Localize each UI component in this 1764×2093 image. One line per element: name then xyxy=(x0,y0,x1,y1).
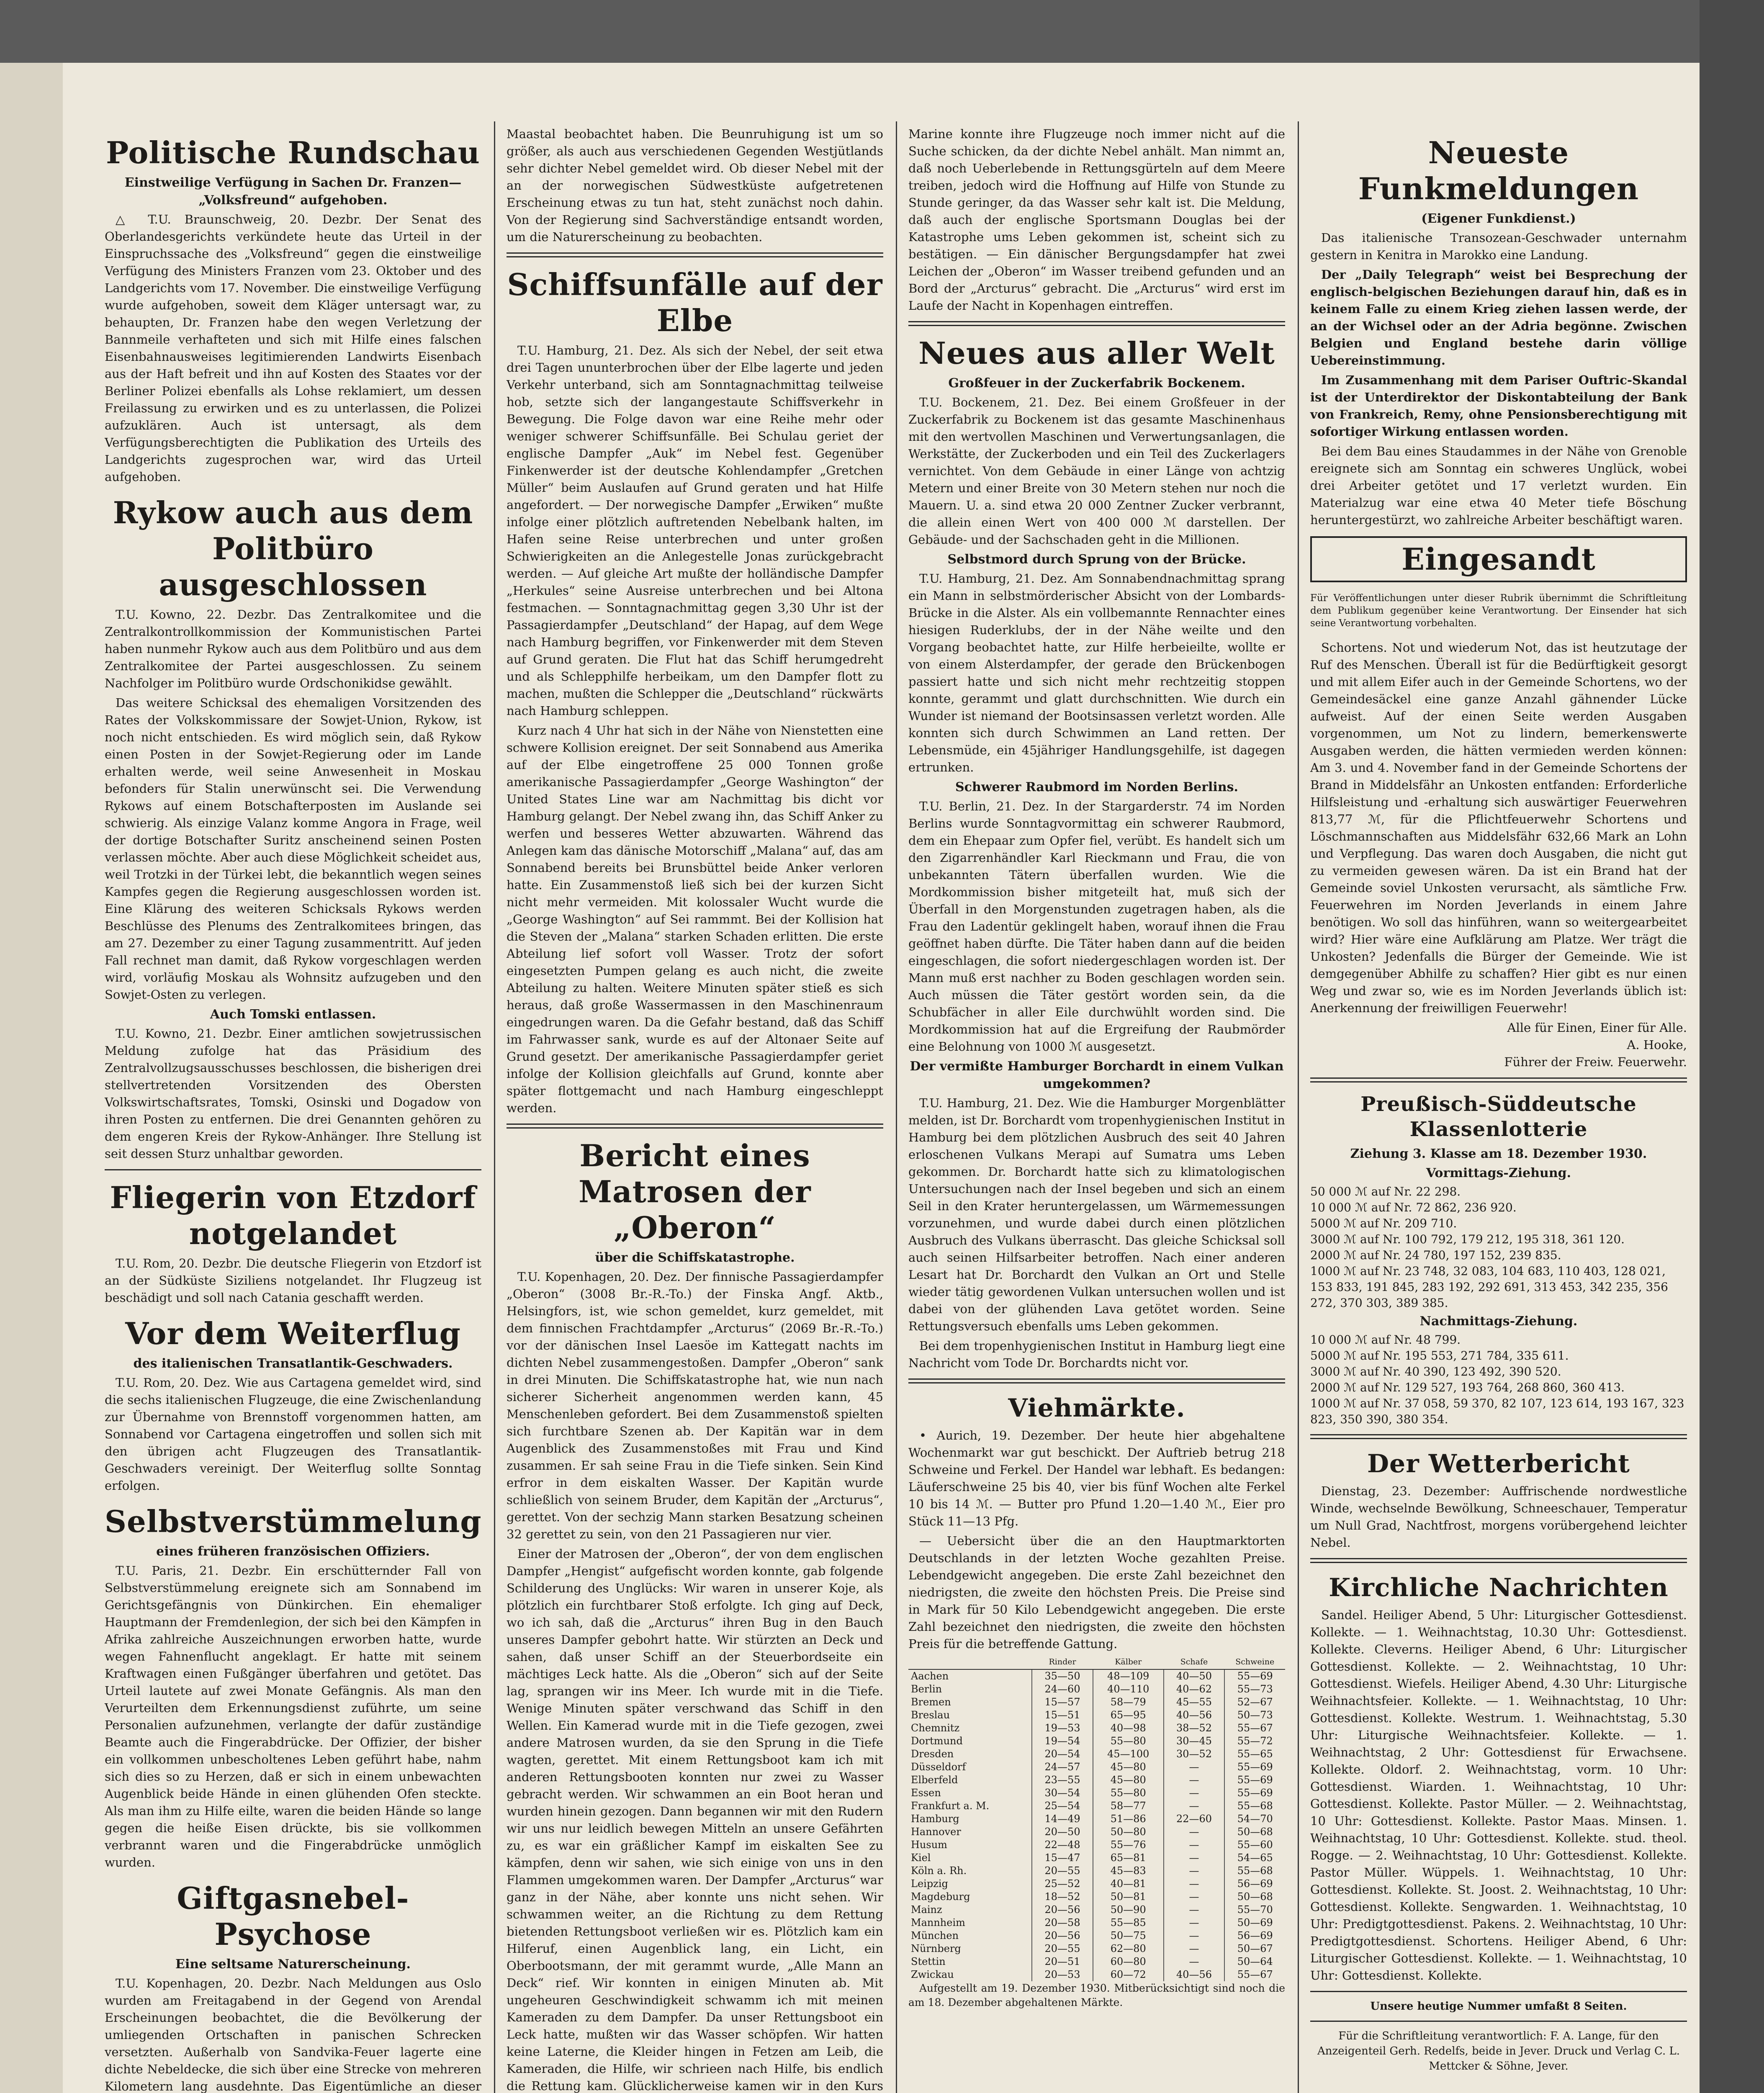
price-range: — xyxy=(1164,1929,1225,1942)
table-row xyxy=(908,1722,1285,1735)
price-range: 50—73 xyxy=(1224,1709,1285,1722)
market-city: Berlin xyxy=(911,1683,942,1695)
article-subheadline: des italienischen Transatlantik-Geschwaders. xyxy=(133,1356,453,1371)
table-row xyxy=(908,1851,1285,1864)
section-headline: Preußisch-Süddeutsche Klassenlotterie xyxy=(1360,1093,1637,1141)
price-range: 25—54 xyxy=(1032,1800,1093,1813)
table-row xyxy=(908,1929,1285,1942)
price-range: 20—55 xyxy=(1032,1864,1093,1877)
price-range: 24—60 xyxy=(1032,1683,1093,1696)
price-range: 55—70 xyxy=(1224,1903,1285,1916)
market-price-table xyxy=(908,1655,1285,1981)
market-city: Husum xyxy=(911,1839,947,1851)
table-row xyxy=(908,1669,1285,1683)
price-range: 19—53 xyxy=(1032,1722,1093,1735)
article-headline: Politische Rundschau xyxy=(106,135,480,170)
lottery-entry: 1000 ℳ auf Nr. 37 058, 59 370, 82 107, 123 614, 193 167, 323 823, 350 390, 380 354. xyxy=(1310,1396,1684,1426)
divider xyxy=(908,1378,1285,1383)
price-range: 23—55 xyxy=(1032,1774,1093,1787)
article-body: T.U. Paris, 21. Dezbr. Ein erschütternder Fall von Selbstverstümmelung ereignete sich am Sonnabend im Gerichtsgefängnis von Dünkirchen. Ein ehemaliger Hauptmann der Fremdenlegion, der sich bei den Kämpfen in Afrika zahlreiche Auszeichnungen erworben hatte, wurde wegen Fahnenflucht angeklagt. Er hatte mit seinem Kraftwagen einen Fußgänger überfahren und getötet. Das Urteil lautete auf zwei Monate Gefängnis. Als man den Verurteilten dem Erkennungsdienst zuführte, um seine Personalien aufzunehmen, verlangte der dafür zuständige Beamte auch die Fingerabdrücke. Der Offizier, der bisher ein vollkommen unbescholtenes Leben geführt habe, nahm sich dies so zu Herzen, daß er sich in einem unbewachten Augenblick beide Hände in einen glühenden Ofen steckte. Als man ihm zu Hilfe eilte, waren die beiden Hände so lange gegen die heiße Eisen drückte, bis sie vollkommen verbrannt waren und die Fingerabdrücke unmöglich wurden. xyxy=(105,1563,481,1869)
column-3 xyxy=(908,126,1285,2012)
market-city: Dresden xyxy=(911,1748,954,1760)
lottery-entry: 5000 ℳ auf Nr. 209 710. xyxy=(1310,1216,1457,1230)
price-range: 45—55 xyxy=(1164,1696,1225,1709)
price-range: 58—79 xyxy=(1093,1696,1163,1709)
price-range: 40—56 xyxy=(1164,1968,1225,1981)
price-range: — xyxy=(1164,1916,1225,1929)
price-range: 56—69 xyxy=(1224,1929,1285,1942)
market-city: München xyxy=(911,1930,959,1941)
price-range: 24—57 xyxy=(1032,1761,1093,1774)
price-range: 40—50 xyxy=(1164,1669,1225,1683)
table-row xyxy=(908,1761,1285,1774)
divider xyxy=(1310,1991,1687,1992)
divider xyxy=(105,1169,481,1170)
price-range: — xyxy=(1164,1877,1225,1890)
price-range: 15—57 xyxy=(1032,1696,1093,1709)
article-body: T.U. Berlin, 21. Dez. In der Stargarderstr. 74 im Norden Berlins wurde Sonntagvormittag ein schwerer Raubmord, dem ein Ehepaar zum Opfer fiel, verübt. Es handelt sich um den Zigarrenhändler Karl Rieckmann und Frau, die von unbekannten Tätern überfallen wurden. Wie die Mordkommission bisher mitgeteilt hat, muß sich der Überfall in den Morgenstunden zugetragen haben, als die Frau den Ladentür geklingelt haben, worauf ihnen die Frau geöffnet haben dürfte. Die Täter haben dann auf die beiden eingeschlagen, die sofort niedergeschlagen worden ist. Der Mann muß erst nachher zu Boden geschlagen worden sein. Auch müssen die Täter gestört worden sein, da die Schubfächer in aller Eile durchwühlt worden sind. Die Mordkommission hat auf die Ergreifung der Raubmörder eine Belohnung von 1000 ℳ ausgesetzt. xyxy=(908,799,1285,1054)
market-city: Köln a. Rh. xyxy=(911,1865,967,1877)
price-range: — xyxy=(1164,1890,1225,1903)
newspaper-page xyxy=(63,63,1700,2093)
price-range: — xyxy=(1164,1851,1225,1864)
market-city: Kiel xyxy=(911,1852,931,1864)
lottery-entry: 10 000 ℳ auf Nr. 72 862, 236 920. xyxy=(1310,1201,1517,1214)
price-range: 55—69 xyxy=(1224,1787,1285,1800)
price-range: 50—90 xyxy=(1093,1903,1163,1916)
lottery-draw-date: Ziehung 3. Klasse am 18. Dezember 1930. xyxy=(1350,1147,1647,1161)
table-row xyxy=(908,1813,1285,1826)
signature-title: Führer der Freiw. Feuerwehr. xyxy=(1504,1055,1687,1069)
price-range: 45—80 xyxy=(1093,1761,1163,1774)
table-row xyxy=(908,1748,1285,1761)
table-row xyxy=(908,1968,1285,1981)
market-city: Stettin xyxy=(911,1956,946,1967)
article-body: T.U. Rom, 20. Dezbr. Die deutsche Fliegerin von Etzdorf ist an der Südküste Siziliens notgelandet. Ihr Flugzeug ist beschädigt und soll nach Catania geschafft werden. xyxy=(105,1256,481,1305)
signature-name: A. Hooke, xyxy=(1627,1038,1687,1052)
price-range: 54—70 xyxy=(1224,1813,1285,1826)
price-range: 55—85 xyxy=(1093,1916,1163,1929)
price-range: 55—72 xyxy=(1224,1735,1285,1748)
price-range: — xyxy=(1164,1942,1225,1955)
column-2 xyxy=(507,126,883,2093)
article-body: T.U. Hamburg, 21. Dez. Wie die Hamburger Morgenblätter melden, ist Dr. Borchardt vom tropenhygienischen Institut in Hamburg bei dem plötzlichen Ausbruch des seit 40 Jahren erloschenen Vulkans Merapi auf Sumatra ums Leben gekommen. Dr. Borchardt hatte sich zu klimatologischen Untersuchungen nach der Insel begeben und sich an einem Seil in den Krater heruntergelassen, um Wärmemessungen vorzunehmen, und wurde dabei durch einen plötzlichen Ausbruch des Vulkans überrascht. Das gleiche Schicksal soll auch seinen Hilfsarbeiter betroffen. Nach einer anderen Lesart hat Dr. Borchardt den Vulkan an Ort und Stelle wieder tätig gewordenen Vulkan untersuchen wollen und ist dabei von der glühenden Lava getötet worden. Seine Rettungsversuch ebenfalls ums Leben gekommen. xyxy=(908,1096,1285,1333)
table-row xyxy=(908,1877,1285,1890)
price-range: 55—69 xyxy=(1224,1774,1285,1787)
market-city: Aachen xyxy=(911,1670,949,1682)
divider xyxy=(1310,1077,1687,1082)
article-headline: Giftgasnebel-Psychose xyxy=(177,1880,409,1952)
lottery-list-afternoon xyxy=(1310,1332,1687,1427)
price-range: 55—80 xyxy=(1093,1735,1163,1748)
table-row xyxy=(908,1916,1285,1929)
article-subheadline: (Eigener Funkdienst.) xyxy=(1421,211,1576,226)
article-body: T.U. Rom, 20. Dez. Wie aus Cartagena gemeldet wird, sind die sechs italienischen Flugzeuge, die eine Zwischenlandung zur Übernahme von Brennstoff vorgenommen hatten, am Sonnabend vor Cartagena eingetroffen und sollen sich mit den übrigen acht Flugzeugen des Transatlantik-Geschwaders vereinigt. Der Weiterflug sollte Sonntag erfolgen. xyxy=(105,1376,481,1493)
divider xyxy=(908,321,1285,326)
weather-report: Dienstag, 23. Dezember: Auffrischende nordwestliche Winde, wechselnde Bewölkung, Schneeschauer, Temperatur um Null Grad, Nachtfrost, morgens vorübergehend leichter Nebel. xyxy=(1310,1484,1687,1550)
lottery-entry: 1000 ℳ auf Nr. 23 748, 32 083, 104 683, 110 403, 128 021, 153 833, 191 845, 283 192, 292 691, 313 453, 342 235, 356 272, 370 303, 389 385. xyxy=(1310,1264,1668,1310)
lottery-list-morning xyxy=(1310,1184,1687,1311)
article-headline: Vor dem Weiterflug xyxy=(125,1316,461,1351)
market-city: Dortmund xyxy=(911,1735,963,1747)
price-range: — xyxy=(1164,1903,1225,1916)
market-city: Frankfurt a. M. xyxy=(911,1800,990,1812)
church-notices: Sandel. Heiliger Abend, 5 Uhr: Liturgischer Gottesdienst. Kollekte. — 1. Weihnachtstag, 10.30 Uhr: Gottesdienst. Kollekte. Cleverns. Heiliger Abend, 6 Uhr: Liturgischer Gottesdienst. Kollekte. — 2. Weihnachtstag, 10 Uhr: Gottesdienst. Wiefels. Heiliger Abend, 4.30 Uhr: Liturgische Weihnachtsfeier. Kollekte. — 1. Weihnachtstag, 10 Uhr: Gottesdienst. Kollekte. Westrum. 1. Weihnachtstag, 5.30 Uhr: Liturgische Weihnachtsfeier. Kollekte. — 1. Weihnachtstag, 2 Uhr: Gottesdienst für Erwachsene. Kollekte. Oldorf. 2. Weihnachtstag, vorm. 10 Uhr: Gottesdienst. Wiarden. 1. Weihnachtstag, 10 Uhr: Gottesdienst. Kollekte. Pastor Müller. — 2. Weihnachtstag, 10 Uhr: Gottesdienst. Kollekte. Pastor Maas. Minsen. 1. Weihnachtstag, 10 Uhr: Gottesdienst. Kollekte. stud. theol. Rogge. — 2. Weihnachtstag, 10 Uhr: Gottesdienst. Kollekte. Pastor Müller. Wüppels. 1. Weihnachtstag, 10 Uhr: Gottesdienst. Kollekte. St. Joost. 2. Weihnachtstag, 10 Uhr: Gottesdienst. Kollekte. Sengwarden. 1. Weihnachtstag, 10 Uhr: Predigtgottesdienst. Pakens. 2. Weihnachtstag, 10 Uhr: Predigtgottesdienst. Schortens. Heiliger Abend, 6 Uhr: Liturgischer Gottesdienst. Kollekte. — 1. Weihnachtstag, 10 Uhr: Gottesdienst. Kollekte. xyxy=(1310,1608,1687,1982)
article-body: T.U. Kowno, 21. Dezbr. Einer amtlichen sowjetrussischen Meldung zufolge hat das Präsidium des Zentralvollzugsausschusses beschlossen, die bisherigen drei stellvertretenden Vorsitzenden des Obersten Volkswirtschaftsrates, Tomski, Osinski und Dogadow von ihren Posten zu entfernen. Die drei Genannten gehören zu dem engeren Kreis der Rykow-Anhänger. Ihre Stellung ist seit dessen Sturz unhaltbar geworden. xyxy=(105,1026,481,1161)
table-header-cell: Schafe xyxy=(1164,1655,1225,1669)
table-header-cell xyxy=(908,1655,1032,1669)
lottery-entry: 10 000 ℳ auf Nr. 48 799. xyxy=(1310,1333,1461,1347)
article-body: T.U. Kopenhagen, 20. Dezbr. Nach Meldungen aus Oslo wurden am Freitagabend in der Gegend von Arendal Erscheinungen beobachtet, die die Bevölkerung der umliegenden Ortschaften in panischen Schrecken versetzten. Außerhalb von Sandvika-Feuer lagerte eine dichte Nebeldecke, die sich über eine Strecke von mehreren Kilometern lang ausdehnte. Das Eigentümliche an dieser xyxy=(105,1976,481,2093)
article-headline: Selbstverstümmelung xyxy=(105,1504,482,1539)
table-row xyxy=(908,1787,1285,1800)
left-page-edge xyxy=(0,63,63,2093)
table-header-cell: Kälber xyxy=(1093,1655,1163,1669)
section-headline: Neues aus aller Welt xyxy=(918,335,1275,371)
price-range: 55—67 xyxy=(1224,1722,1285,1735)
price-range: 55—68 xyxy=(1224,1864,1285,1877)
table-row xyxy=(908,1826,1285,1838)
divider xyxy=(1310,2021,1687,2022)
price-range: 18—52 xyxy=(1032,1890,1093,1903)
article-body: T.U. Kopenhagen, 20. Dez. Der finnische Passagierdampfer „Oberon“ (3008 Br.-R.-To.) der Finska Angf. Aktb., Helsingfors, ist, wie schon gemeldet, kurz gemeldet, mit dem finnischen Frachtdampfer „Arcturus“ (2069 Br.-R.-To.) vor der dänischen Insel Laesöe im Kattegatt nachts im dichten Nebel zusammengestoßen. Dampfer „Oberon“ sank in drei Minuten. Die Schiffskatastrophe hat, wie nun nach sicherer Sicherheit angenommen werden kann, 45 Menschenleben gefordert. Bei dem Zusammenstoß spielten sich furchtbare Szenen ab. Der Kapitän war in dem Augenblick des Zusammenstoßes mit Frau und Kind zusammen. Er sah seine Frau in die Tiefe sinken. Sein Kind erfror in dem eiskalten Wasser. Der Kapitän wurde schließlich von seinem Bruder, dem Kapitän der „Arcturus“, gerettet. Von der sechzig Mann starken Besatzung scheinen 32 gerettet zu sein, von den 21 Passagieren nur vier. xyxy=(507,1270,883,1541)
price-range: 55—60 xyxy=(1224,1838,1285,1851)
market-city: Zwickau xyxy=(911,1969,954,1980)
divider xyxy=(507,252,883,257)
imprint: Für die Schriftleitung verantwortlich: F. A. Lange, für den Anzeigenteil Gerh. Redelfs, beide in Jever. Druck und Verlag C. L. Mettcker & Söhne, Jever. xyxy=(1317,2030,1680,2072)
article-body: Maastal beobachtet haben. Die Beunruhigung ist um so größer, als auch aus verschiedenen Gegenden Westjütlands sehr dichter Nebel gemeldet wird. Ob dieser Nebel mit der an der norwegischen Südwestküste aufgetretenen Erscheinung etwas zu tun hat, steht zunächst noch dahin. Von der Regierung sind Sachverständige entsandt worden, um die Naturerscheinung zu beobachten. xyxy=(507,127,883,244)
market-city: Essen xyxy=(911,1787,941,1799)
column-1 xyxy=(105,126,481,2093)
price-range: 50—81 xyxy=(1093,1890,1163,1903)
section-headline: Der Wetterbericht xyxy=(1367,1449,1630,1478)
price-range: 52—67 xyxy=(1224,1696,1285,1709)
page-count-note: Unsere heutige Nummer umfaßt 8 Seiten. xyxy=(1370,2000,1627,2013)
price-range: — xyxy=(1164,1864,1225,1877)
price-range: — xyxy=(1164,1955,1225,1968)
table-row xyxy=(908,1838,1285,1851)
signature-motto: Alle für Einen, Einer für Alle. xyxy=(1507,1021,1687,1035)
price-range: — xyxy=(1164,1787,1225,1800)
price-range: — xyxy=(1164,1800,1225,1813)
lottery-entry: 3000 ℳ auf Nr. 100 792, 179 212, 195 318, 361 120. xyxy=(1310,1232,1625,1246)
price-range: 20—54 xyxy=(1032,1748,1093,1761)
market-city: Breslau xyxy=(911,1709,950,1721)
market-city: Nürnberg xyxy=(911,1943,961,1954)
market-city: Chemnitz xyxy=(911,1722,960,1734)
column-rule xyxy=(896,121,897,2093)
price-range: 48—109 xyxy=(1093,1669,1163,1683)
market-city: Bremen xyxy=(911,1696,951,1708)
price-range: 62—80 xyxy=(1093,1942,1163,1955)
column-rule xyxy=(494,121,495,2093)
price-range: — xyxy=(1164,1774,1225,1787)
table-row xyxy=(908,1800,1285,1813)
section-headline: Neueste Funkmeldungen xyxy=(1358,135,1639,206)
market-city: Düsseldorf xyxy=(911,1761,966,1773)
article-body: Kurz nach 4 Uhr hat sich in der Nähe von Nienstetten eine schwere Kollision ereignet. Der seit Sonnabend aus Amerika auf der Elbe eingetroffene 25 000 Tonnen große amerikanische Passagierdampfer „George Washington“ der United States Line war am Nachmittag bis dicht vor Hamburg gelangt. Der Nebel zwang ihn, das Schiff Anker zu werfen und besseres Wetter abzuwarten. Während das Anlegen kam das dänische Motorschiff „Malana“ auf, das am Sonnabend bereits bei Brunsbüttel beide Anker verloren hatte. Ein Zusammenstoß ließ sich bei der kurzen Sicht nicht mehr vermeiden. Mit kolossaler Wucht wurde die „George Washington“ auf Sei rammmt. Bei der Kollision hat die Steven der „Malana“ starken Schaden erlitten. Die erste Abteilung lief sofort voll Wasser. Trotz der sofort eingesetzten Pumpen gelang es auch nicht, die zweite Abteilung zu halten. Weitere Minuten später stieß es sich heraus, daß große Wassermassen in den Maschinenraum eingedrungen waren. Da die Gefahr bestand, daß das Schiff im Fahrwasser sank, wurde es auf der Altonaer Seite auf Grund gesetzt. Der amerikanische Passagierdampfer geriet infolge der Kollision gleichfalls auf Grund, konnte aber später flottgemacht und nach Hamburg eingeschleppt werden. xyxy=(507,723,883,1115)
price-range: 40—98 xyxy=(1093,1722,1163,1735)
article-body: T.U. Hamburg, 21. Dez. Als sich der Nebel, der seit etwa drei Tagen ununterbrochen über der Elbe lagerte und jeden Verkehr unterband, sich am Sonntagnachmittag teilweise hob, setzte sich der langangestaute Schiffsverkehr in Bewegung. Die Folge davon war eine Reihe mehr oder weniger schwerer Schiffsunfälle. Bei Schulau geriet der englische Dampfer „Auk“ im Nebel fest. Gegenüber Finkenwerder ist der deutsche Kohlendampfer „Gretchen Müller“ beim Auslaufen auf Grund geraten und hat Hilfe angefordert. — Der norwegische Dampfer „Erwiken“ mußte infolge einer plötzlich auftretenden Nebelbank halten, im Hafen seine Reise unterbrechen und unter großen Schwierigkeiten an die Anlegestelle Jonas zurückgebracht werden. — Auf gleiche Art mußte der holländische Dampfer „Herkules“ seine Ausreise unterbrechen und bei Altona festmachen. — Sonntagnachmittag gegen 3,30 Uhr ist der Passagierdampfer „Deutschland“ der Hapag, auf dem Wege nach Hamburg begriffen, vor Finkenwerder mit dem Steven auf Grund geraten. Die Flut hat das Schiff herumgedreht und als Schlepphilfe herbeikam, um den Dampfer flott zu machen, mußten die Schlepper die „Deutschland“ rückwärts nach Hamburg schleppen. xyxy=(507,343,883,718)
article-body: T.U. Bockenem, 21. Dez. Bei einem Großfeuer in der Zuckerfabrik zu Bockenem ist das gesamte Maschinenhaus mit den wertvollen Maschinen und Verwertungsanlagen, die Werkstätte, der Zuckerboden und ein Teil des Zuckerlagers vernichtet. Von dem Gebäude in einer Länge von achtzig Metern und einer Breite von 30 Metern stehen nur noch die Mauern. U. a. sind etwa 20 000 Zentner Zucker verbrannt, die allein einen Wert von 400 000 ℳ darstellen. Der Gebäude- und der Sachschaden geht in die Millionen. xyxy=(908,395,1285,547)
article-body: △ T.U. Braunschweig, 20. Dezbr. Der Senat des Oberlandesgerichts verkündete heute das Urteil in der Einspruchssache des „Volksfreund“ gegen die einstweilige Verfügung des Ministers Franzen vom 23. Oktober und des Landgerichts vom 17. November. Die einstweilige Verfügung wurde aufgehoben, soweit dem Kläger untersagt war, zu behaupten, Dr. Franzen habe den wegen Verletzung der Bannmeile verhafteten und sich mit Hilfe eines falschen Eisenbahnausweises legitimierenden Landwirts Eisenbach aus der Haft befreit und ihn auf Kosten des Staates vor der Berliner Polizei ebenfalls als Lohse reklamiert, um dessen Freilassung zu erwirken und es zu unterlassen, die Polizei aufzuklären. Auch ist untersagt, als dem Verfügungsberechtigten die Publikation des Urteils des Landgerichts zugesprochen war, wird das Urteil aufgehoben. xyxy=(105,212,481,484)
market-report: • Aurich, 19. Dezember. Der heute hier abgehaltene Wochenmarkt war gut beschickt. Der Auftrieb betrug 218 Schweine und Ferkel. Der Handel war lebhaft. Es bedangen: Läuferschweine 25 bis 40, vier bis fünf Wochen alte Ferkel 10 bis 14 ℳ. — Butter pro Pfund 1.20—1.40 ℳ., Eier pro Stück 11—13 Pfg. xyxy=(908,1428,1285,1528)
price-range: 65—95 xyxy=(1093,1709,1163,1722)
news-item: Im Zusammenhang mit dem Pariser Ouftric-Skandal ist der Unterdirektor der Diskontabteilung der Bank von Frankreich, Remy, ohne Pensionsberechtigung mit sofortiger Wirkung entlassen worden. xyxy=(1310,373,1687,439)
price-range: 55—80 xyxy=(1093,1787,1163,1800)
price-range: 60—72 xyxy=(1093,1968,1163,1981)
price-range: 40—56 xyxy=(1164,1709,1225,1722)
table-row xyxy=(908,1735,1285,1748)
divider xyxy=(1310,1434,1687,1439)
price-range: 19—54 xyxy=(1032,1735,1093,1748)
market-city: Magdeburg xyxy=(911,1891,970,1903)
price-range: 25—52 xyxy=(1032,1877,1093,1890)
lottery-entry: 5000 ℳ auf Nr. 195 553, 271 784, 335 611. xyxy=(1310,1349,1569,1363)
article-subheadline: Auch Tomski entlassen. xyxy=(210,1007,376,1022)
price-range: 54—65 xyxy=(1224,1851,1285,1864)
article-body: T.U. Hamburg, 21. Dez. Am Sonnabendnachmittag sprang ein Mann in selbstmörderischer Absicht von der Lombards-Brücke in die Alster. Als ein vollbemannte Rennachter eines hiesigen Ruderklubs, der in der Nähe weilte und den Vorgang beobachtet hatte, zur Hilfe herbeieilte, wollte er von einem Alsterdampfer, der gerade den Brückenbogen passiert hatte und sich nicht mehr rechtzeitig stoppen konnte, gerammt und glatt durchschnitten. Wie durch ein Wunder ist niemand der Bootsinsassen verletzt worden. Alle konnten sich durch Schwimmen an Land retten. Der Lebensmüde, ein 45jähriger Handlungsgehilfe, ist dagegen ertrunken. xyxy=(908,571,1285,774)
table-row xyxy=(908,1890,1285,1903)
table-row xyxy=(908,1903,1285,1916)
price-range: 56—69 xyxy=(1224,1877,1285,1890)
price-range: 40—110 xyxy=(1093,1683,1163,1696)
price-range: 51—86 xyxy=(1093,1813,1163,1826)
article-subheadline: Einstweilige Verfügung in Sachen Dr. Franzen—„Volksfreund“ aufgehoben. xyxy=(124,175,462,208)
price-range: 30—45 xyxy=(1164,1735,1225,1748)
article-headline: Bericht eines Matrosen der „Oberon“ xyxy=(579,1138,811,1245)
section-headline: Kirchliche Nachrichten xyxy=(1329,1573,1669,1602)
lottery-session-label: Vormittags-Ziehung. xyxy=(1426,1166,1571,1180)
news-item: Das italienische Transozean-Geschwader unternahm gestern in Kenitra in Marokko eine Landung. xyxy=(1310,231,1687,262)
column-rule xyxy=(1298,121,1299,2093)
price-range: 50—68 xyxy=(1224,1890,1285,1903)
price-range: 40—62 xyxy=(1164,1683,1225,1696)
right-page-edge xyxy=(1700,0,1764,2093)
price-range: 20—58 xyxy=(1032,1916,1093,1929)
market-city: Elberfeld xyxy=(911,1774,958,1786)
price-range: — xyxy=(1164,1761,1225,1774)
price-range: 15—51 xyxy=(1032,1709,1093,1722)
article-headline: Rykow auch aus dem Politbüro ausgeschlossen xyxy=(113,495,473,602)
price-range: 15—47 xyxy=(1032,1851,1093,1864)
news-item: Der „Daily Telegraph“ weist bei Besprechung der englisch-belgischen Beziehungen darauf hin, daß es in keinem Falle zu einem Krieg ziehen lassen werde, der an der Wichsel oder an der Adria begönne. Zwischen Belgien und England bestehe darin völlige Uebereinstimmung. xyxy=(1310,267,1687,368)
eingesandt-box xyxy=(1310,536,1687,582)
lottery-entry: 2000 ℳ auf Nr. 129 527, 193 764, 268 860, 360 413. xyxy=(1310,1381,1625,1394)
column-4 xyxy=(1310,126,1687,2078)
price-range: 55—65 xyxy=(1224,1748,1285,1761)
price-range: 20—53 xyxy=(1032,1968,1093,1981)
price-range: 14—49 xyxy=(1032,1813,1093,1826)
price-range: 45—83 xyxy=(1093,1864,1163,1877)
section-headline: Viehmärkte. xyxy=(1008,1394,1185,1423)
article-body: Marine konnte ihre Flugzeuge noch immer nicht auf die Suche schicken, da der dichte Nebel anhält. Man nimmt an, daß noch Ueberlebende in Rettungsgürteln auf dem Meere treiben, jedoch wird die Hoffnung auf Hilfe von Stunde zu Stunde geringer, da das Wasser sehr kalt ist. Die Meldung, daß auch der englische Sportsmann Douglas bei der Katastrophe ums Leben gekommen ist, scheint sich zu bestätigen. — Ein dänischer Bergungsdampfer hat zwei Leichen der „Oberon“ im Wasser treibend gefunden und an Bord der „Arcturus“ gebracht. Die „Arcturus“ wird erst im Laufe der Nacht in Kopenhagen eintreffen. xyxy=(908,127,1285,313)
price-range: 22—60 xyxy=(1164,1813,1225,1826)
price-range: 45—100 xyxy=(1093,1748,1163,1761)
price-range: 20—56 xyxy=(1032,1929,1093,1942)
price-range: 22—48 xyxy=(1032,1838,1093,1851)
article-subheadline: Selbstmord durch Sprung von der Brücke. xyxy=(947,552,1246,567)
article-subheadline: Großfeuer in der Zuckerfabrik Bockenem. xyxy=(948,376,1245,391)
price-range: 20—55 xyxy=(1032,1942,1093,1955)
table-row xyxy=(908,1955,1285,1968)
market-city: Leipzig xyxy=(911,1878,948,1890)
table-header-cell: Schweine xyxy=(1224,1655,1285,1669)
lottery-entry: 3000 ℳ auf Nr. 40 390, 123 492, 390 520. xyxy=(1310,1365,1561,1378)
disclaimer-note: Für Veröffentlichungen unter dieser Rubrik übernimmt die Schriftleitung dem Publikum gegenüber keine Verantwortung. Der Einsender hat sich seine Verantwortung vorbehalten. xyxy=(1310,593,1687,629)
price-range: 20—51 xyxy=(1032,1955,1093,1968)
article-subheadline: Eine seltsame Naturerscheinung. xyxy=(175,1957,411,1972)
price-range: 55—69 xyxy=(1224,1669,1285,1683)
price-range: 55—67 xyxy=(1224,1968,1285,1981)
price-range: 60—80 xyxy=(1093,1955,1163,1968)
market-city: Mannheim xyxy=(911,1917,965,1928)
market-report: — Uebersicht über die an den Hauptmarktorten Deutschlands in der letzten Woche gezahlten Preise. Lebendgewicht angegeben. Die erste Zahl bezeichnet den niedrigsten, die zweite den höchsten Preis. Die Preise sind in Mark für 50 Kilo Lebendgewicht angegeben. Die erste Zahl bezeichnet den niedrigsten, die zweite den höchsten Preis für die betreffende Gattung. xyxy=(908,1534,1285,1651)
article-subheadline: eines früheren französischen Offiziers. xyxy=(156,1544,430,1559)
article-subheadline: Schwerer Raubmord im Norden Berlins. xyxy=(955,780,1238,795)
price-range: 50—80 xyxy=(1093,1826,1163,1838)
table-row xyxy=(908,1696,1285,1709)
article-headline: Schiffsunfälle auf der Elbe xyxy=(507,267,883,338)
price-range: 35—50 xyxy=(1032,1669,1093,1683)
table-header-cell: Rinder xyxy=(1032,1655,1093,1669)
price-range: 50—69 xyxy=(1224,1916,1285,1929)
table-row xyxy=(908,1709,1285,1722)
article-body: Das weitere Schicksal des ehemaligen Vorsitzenden des Rates der Volkskommissare der Sowjet-Union, Rykow, ist noch nicht entschieden. Es wird möglich sein, daß Rykow einen Posten in der Sowjet-Regierung oder im Lande erhalten werde, weil seine Anwesenheit in Moskau befonders für Stalin unerwünscht sei. Die Verwendung Rykows auf einem Botschafterposten im Auslande sei schwierig. Als einzige Valanz komme Angora in Frage, weil der dortige Botschafter Suritz anscheinend seinen Posten verlassen möchte. Aber auch diese Möglichkeit scheidet aus, weil Trotzki in der Türkei lebt, die bekanntlich wegen seines Kampfes gegen die Regierung ausgeschlossen worden ist. Eine Klärung des weiteren Schicksals Rykows werden Beschlüsse des Plenums des Zentralkomitees bringen, das am 27. Dezember zu einer Tagung zusammentritt. Auf jeden Fall rechnet man damit, daß Rykow vorgeschlagen werden wird, vorläufig Moskau als Wohnsitz aufzugeben und den Sowjet-Osten zu verlegen. xyxy=(105,696,481,1002)
price-range: 55—76 xyxy=(1093,1838,1163,1851)
price-range: 30—54 xyxy=(1032,1787,1093,1800)
price-range: 50—67 xyxy=(1224,1942,1285,1955)
table-row xyxy=(908,1683,1285,1696)
section-headline: Eingesandt xyxy=(1401,541,1596,577)
lottery-entry: 50 000 ℳ auf Nr. 22 298. xyxy=(1310,1185,1461,1198)
news-item: Bei dem Bau eines Staudammes in der Nähe von Grenoble ereignete sich am Sonntag ein schweres Unglück, wobei drei Arbeiter getötet und 17 verletzt wurden. Ein Materialzug war eine etwa 40 Meter tiefe Böschung heruntergestürzt, wo zahlreiche Arbeiter beschäftigt waren. xyxy=(1310,444,1687,527)
article-subheadline: Der vermißte Hamburger Borchardt in einem Vulkan umgekommen? xyxy=(910,1059,1284,1091)
price-range: 50—75 xyxy=(1093,1929,1163,1942)
price-range: 20—56 xyxy=(1032,1903,1093,1916)
article-subheadline: über die Schiffskatastrophe. xyxy=(595,1250,795,1265)
price-range: 55—69 xyxy=(1224,1761,1285,1774)
price-range: 20—50 xyxy=(1032,1826,1093,1838)
price-range: 58—77 xyxy=(1093,1800,1163,1813)
price-range: 55—68 xyxy=(1224,1800,1285,1813)
market-city: Hannover xyxy=(911,1826,961,1838)
market-note: Aufgestellt am 19. Dezember 1930. Mitberücksichtigt sind noch die am 18. Dezember abgehaltenen Märkte. xyxy=(908,1982,1285,2008)
divider xyxy=(507,1124,883,1129)
article-body: Einer der Matrosen der „Oberon“, der von dem englischen Dampfer „Hengist“ aufgefischt worden konnte, gab folgende Schilderung des Unglücks: Wir waren in unserer Koje, als plötzlich ein furchtbarer Stoß erfolgte. Ich ging auf Deck, wo ich sah, daß die „Arcturus“ ihren Bug in den Bauch unseres Dampfer gebohrt hatte. Wir stürzten an Deck und sahen, daß unser Schiff an der Steuerbordseite ein mächtiges Leck hatte. Als die „Oberon“ sich auf der Seite lag, sprangen wir ins Meer. Ich wurde mit in die Tiefe. Wenige Minuten später verschwand das Schiff in den Wellen. Ein Kamerad wurde mit in die Tiefe gezogen, zwei andere Matrosen wurden, da sie den Sprung in die Tiefe wagten, gerettet. Mit einem Rettungsboot kam ich mit anderen Rettungsbooten konnten nur zwei zu Wasser gebracht werden. Wir schwammen an ein Boot heran und wurden hinein gezogen. Dann begannen wir mit den Rudern wir uns nur leidlich bewegen Mitteln an unsere Gefährten zu, es war ein gräßlicher Kampf im eiskalten See zu kämpfen, denn wir sahen, wie sich einige von uns in den Flammen umgekommen waren. Der Dampfer „Arcturus“ war ganz in der Nähe, aber konnte uns nicht sehen. Wir schwammen weiter, an die Richtung zu dem Rettung bietenden Rettungsboot verließen wir es. Plötzlich kam ein Hilferuf, einen Augenblick lang, ein Licht, ein Oberbootsmann, der mit gerammt wurde, „Alle Mann an Deck“ rief. Wir konnten in einigen Minuten ab. Mit ungeheuren Geschwindigkeit schwamm ich mit meinen Kameraden zu dem Dampfer. Da unser Rettungsboot ein Leck hatte, mußten wir das Wasser schöpfen. Wir hatten keine Laterne, die Kleider hingen in Fetzen am Leib, die Kameraden, die Hilfe, wir schrieen nach Hilfe, bis endlich die Rettung kam. Glücklicherweise kamen wir in den Kurs xyxy=(507,1547,883,2093)
table-row xyxy=(908,1942,1285,1955)
article-body: T.U. Kowno, 22. Dezbr. Das Zentralkomitee und die Zentralkontrollkommission der Kommunistischen Partei haben nunmehr Rykow auch aus dem Politbüro und aus dem Zentralkomitee der Partei ausgeschlossen. Zu seinem Nachfolger im Politbüro wurde Ordschonikidse gewählt. xyxy=(105,607,481,690)
table-row xyxy=(908,1864,1285,1877)
table-row xyxy=(908,1774,1285,1787)
lottery-entry: 2000 ℳ auf Nr. 24 780, 197 152, 239 835. xyxy=(1310,1248,1561,1262)
price-range: 45—80 xyxy=(1093,1774,1163,1787)
lottery-session-label: Nachmittags-Ziehung. xyxy=(1419,1314,1578,1329)
price-range: 55—73 xyxy=(1224,1683,1285,1696)
article-headline: Fliegerin von Etzdorf notgelandet xyxy=(110,1180,476,1251)
price-range: 40—81 xyxy=(1093,1877,1163,1890)
letter-body: Schortens. Not und wiederum Not, das ist heutzutage der Ruf des Menschen. Überall ist für die Bedürftigkeit gesorgt und mit allem Eifer auch in der Gemeinde Schortens, wo der Gemeindesäckel eine ganze Anzahl gähnender Lücke aufweist. Auf der einen Seite werden Ausgaben vorgenommen, um Not zu lindern, bemerkenswerte Ausgaben werden, die hätten vermieden werden können: Am 3. und 4. November fand in der Gemeinde Schortens der Brand in Middelsfähr an Unkosten entfanden: Erforderliche Hilfsleistung und -erhaltung sich auswärtiger Feuerwehren 813,77 ℳ, für die Pflichtfeuerwehr Schortens und Löschmannschaften aus Middelsfähr 632,66 Mark an Lohn und Verpflegung. Das waren doch Ausgaben, die nicht gut zu vermeiden gewesen wären. Da ist ein Brand hat der Gemeinde soviel Unkosten verursacht, als sämtliche Frw. Feuerwehren im Norden Jeverlands in einem Jahre benötigen. Wo soll das hinführen, wann so weitergearbeitet wird? Hier wäre eine Aufklärung am Platze. Wer trägt die Unkosten? Jedenfalls die Bürger der Gemeinde. Wie ist demgegenüber Abhilfe zu schaffen? Hier gibt es nur einen Weg und zwar so, wie es im Norden Jeverlands üblich ist: Anerkennung der freiwilligen Feuerwehr! xyxy=(1310,640,1687,1015)
price-range: 50—68 xyxy=(1224,1826,1285,1838)
price-range: 38—52 xyxy=(1164,1722,1225,1735)
article-body: Bei dem tropenhygienischen Institut in Hamburg liegt eine Nachricht vom Tode Dr. Borchardts nicht vor. xyxy=(908,1339,1285,1370)
price-range: — xyxy=(1164,1826,1225,1838)
price-range: — xyxy=(1164,1838,1225,1851)
divider xyxy=(1310,1558,1687,1563)
price-range: 65—81 xyxy=(1093,1851,1163,1864)
market-city: Hamburg xyxy=(911,1813,959,1825)
price-range: 30—52 xyxy=(1164,1748,1225,1761)
market-city: Mainz xyxy=(911,1904,942,1916)
price-range: 50—64 xyxy=(1224,1955,1285,1968)
